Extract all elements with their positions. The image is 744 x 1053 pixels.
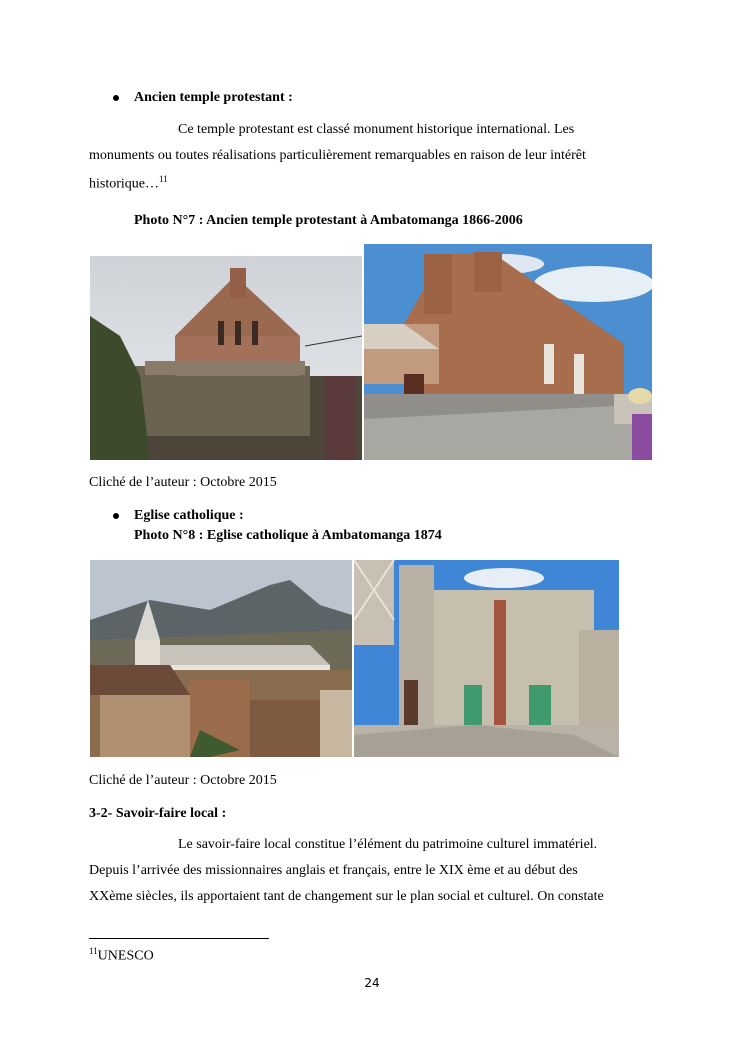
photo-credit-8: Cliché de l’auteur : Octobre 2015 — [89, 773, 277, 788]
paragraph-line: Ce temple protestant est classé monument historique international. Les — [178, 122, 575, 137]
paragraph-line: monuments ou toutes réalisations particulièrement remarquables en raison de leur intérêt — [89, 148, 586, 163]
footnote-number: 11 — [89, 946, 98, 956]
paragraph-line: XXème siècles, ils apportaient tant de changement sur le plan social et culturel. On constate — [89, 889, 604, 904]
page-number: 24 — [364, 976, 380, 990]
section-heading-savoir-faire: 3-2- Savoir-faire local : — [89, 806, 227, 821]
section-title-temple: Ancien temple protestant : — [134, 90, 293, 105]
temple-left-image — [90, 256, 362, 460]
photo-credit-7: Cliché de l’auteur : Octobre 2015 — [89, 475, 277, 490]
paragraph-line: Depuis l’arrivée des missionnaires anglais et français, entre le XIX ème et au début des — [89, 863, 578, 878]
bullet-2 — [113, 513, 119, 519]
footnote-text: UNESCO — [97, 948, 154, 964]
footnote-separator — [89, 938, 269, 939]
photo-eglise-right — [354, 560, 619, 757]
footnote-ref: 11 — [159, 174, 168, 184]
photo-temple-right — [364, 244, 652, 460]
paragraph-line: Le savoir-faire local constitue l’élément du patrimoine culturel immatériel. — [178, 837, 598, 852]
bullet-1 — [113, 95, 119, 101]
paragraph-text: historique… — [89, 176, 159, 192]
photo-eglise-left — [90, 560, 352, 757]
eglise-right-image — [354, 560, 619, 757]
paragraph-line-last — [89, 174, 168, 193]
photo-caption-7: Photo N°7 : Ancien temple protestant à Ambatomanga 1866-2006 — [134, 213, 523, 228]
photo-caption-8: Photo N°8 : Eglise catholique à Ambatomanga 1874 — [134, 528, 442, 543]
footnote — [89, 946, 154, 965]
section-title-eglise: Eglise catholique : — [134, 508, 244, 523]
eglise-left-image — [90, 560, 352, 757]
photo-temple-left — [90, 256, 362, 460]
temple-right-image — [364, 244, 652, 460]
